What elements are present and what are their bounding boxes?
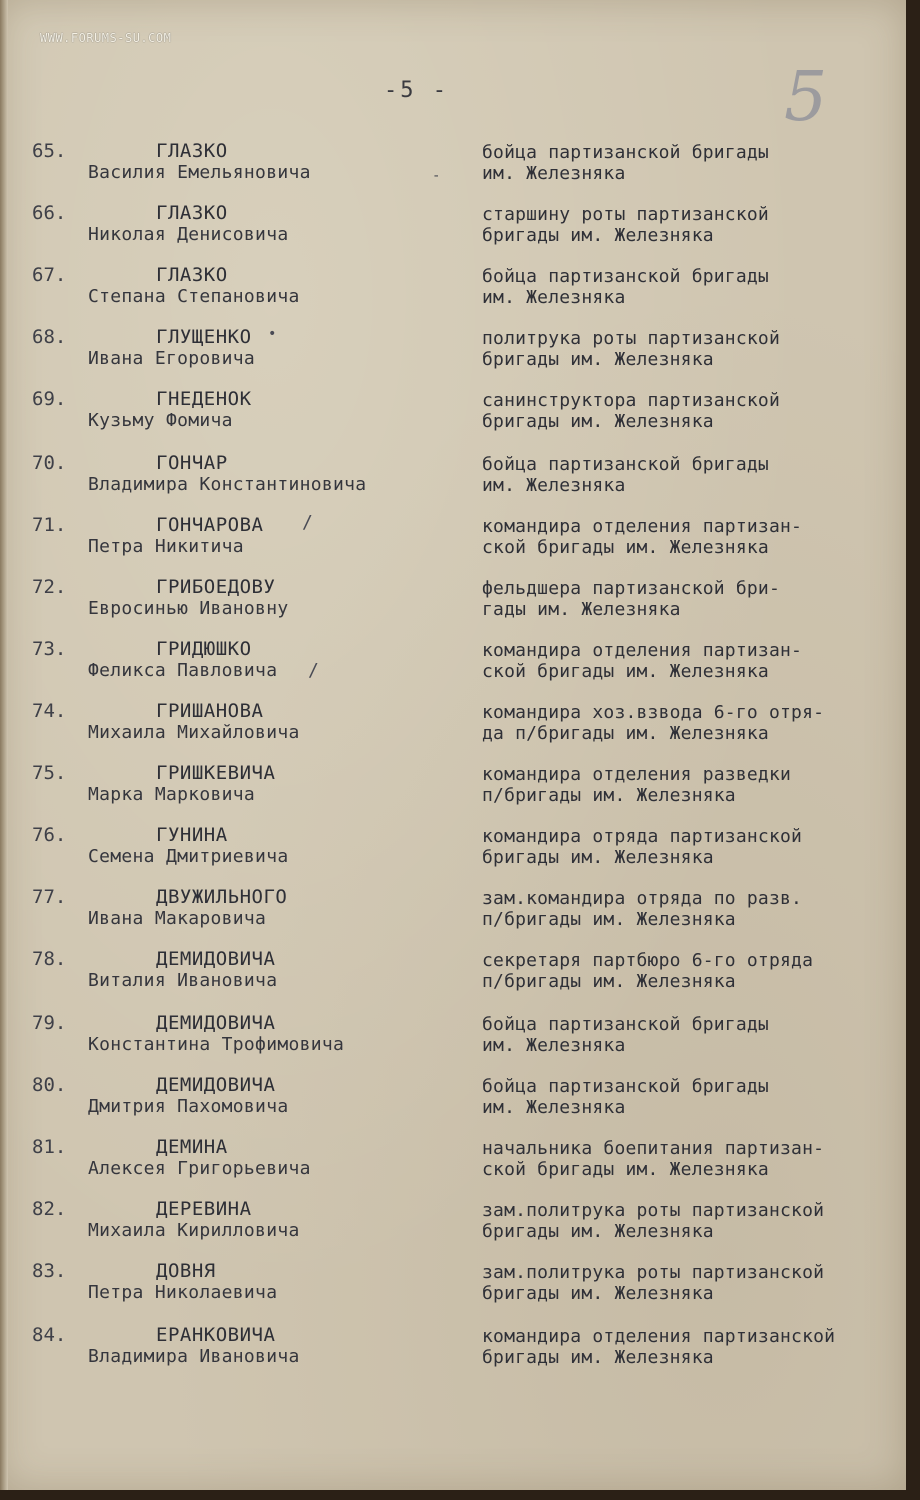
entry-number: 66.: [32, 202, 67, 224]
entry-number: 84.: [32, 1324, 67, 1346]
entry-surname: ГОНЧАР: [156, 452, 228, 474]
entry-role-line2: бригады им. Железняка: [482, 1221, 714, 1242]
list-item: [0, 1012, 906, 1072]
entry-surname: ГЛАЗКО: [156, 140, 228, 162]
entry-role-line2: бригады им. Железняка: [482, 1347, 714, 1368]
list-item: [0, 638, 906, 698]
entry-number: 69.: [32, 388, 67, 410]
entry-role-line1: бойца партизанской бригады: [482, 266, 769, 287]
entry-number: 65.: [32, 140, 67, 162]
entry-role-line2: бригады им. Железняка: [482, 225, 714, 246]
entry-surname: ДЕМИДОВИЧА: [156, 948, 276, 970]
entry-role-line2: бригады им. Железняка: [482, 847, 714, 868]
entry-given-name: Дмитрия Пахомовича: [88, 1096, 289, 1117]
entry-given-name: Владимира Константиновича: [88, 474, 367, 495]
entry-given-name: Петра Николаевича: [88, 1282, 278, 1303]
entry-given-name: Марка Марковича: [88, 784, 256, 805]
list-item: [0, 762, 906, 822]
entry-number: 73.: [32, 638, 67, 660]
entry-role-line2: им. Железняка: [482, 475, 626, 496]
entry-role-line2: бригады им. Железняка: [482, 1283, 714, 1304]
ink-mark: •: [268, 326, 277, 342]
entry-role-line1: командира отделения партизанской: [482, 1326, 836, 1347]
list-item: [0, 948, 906, 1008]
list-item: [0, 452, 906, 512]
entry-role-line1: фельдшера партизанской бри-: [482, 578, 780, 599]
entry-role-line1: командира отделения разведки: [482, 764, 792, 785]
entry-surname: ГРИШАНОВА: [156, 700, 264, 722]
entry-given-name: Василия Емельяновича: [88, 162, 311, 183]
entry-role-line1: бойца партизанской бригады: [482, 1076, 769, 1097]
entry-role-line1: зам.политрука роты партизанской: [482, 1200, 825, 1221]
entry-number: 67.: [32, 264, 67, 286]
list-item: [0, 388, 906, 448]
page-number: -5 -: [384, 78, 449, 103]
entry-role-line2: п/бригады им. Железняка: [482, 785, 736, 806]
ink-mark: /: [302, 512, 313, 533]
entry-number: 82.: [32, 1198, 67, 1220]
list-item: [0, 824, 906, 884]
entry-given-name: Виталия Ивановича: [88, 970, 278, 991]
entry-role-line1: зам.политрука роты партизанской: [482, 1262, 825, 1283]
entry-given-name: Феликса Павловича: [88, 660, 278, 681]
list-item: [0, 264, 906, 324]
entry-role-line2: ской бригады им. Железняка: [482, 1159, 769, 1180]
entry-surname: ГРИБОЕДОВУ: [156, 576, 276, 598]
entry-role-line2: им. Железняка: [482, 287, 626, 308]
entry-role-line1: начальника боепитания партизан-: [482, 1138, 825, 1159]
entry-number: 81.: [32, 1136, 67, 1158]
entry-surname: ДВУЖИЛЬНОГО: [156, 886, 288, 908]
entry-role-line2: п/бригады им. Железняка: [482, 909, 736, 930]
list-item: [0, 886, 906, 946]
list-item: [0, 1260, 906, 1320]
entry-number: 75.: [32, 762, 67, 784]
list-item: [0, 576, 906, 636]
entry-number: 83.: [32, 1260, 67, 1282]
entry-given-name: Петра Никитича: [88, 536, 244, 557]
entry-given-name: Алексея Григорьевича: [88, 1158, 311, 1179]
entry-role-line1: командира отделения партизан-: [482, 516, 803, 537]
entry-number: 74.: [32, 700, 67, 722]
entry-role-line1: санинструктора партизанской: [482, 390, 780, 411]
entry-role-line1: бойца партизанской бригады: [482, 142, 769, 163]
handwritten-page-mark: 5: [784, 58, 828, 137]
list-item: [0, 1074, 906, 1134]
entry-surname: ГУНИНА: [156, 824, 228, 846]
entry-surname: ГОНЧАРОВА: [156, 514, 264, 536]
entry-given-name: Михаила Кирилловича: [88, 1220, 300, 1241]
ink-mark: -: [432, 168, 441, 184]
entry-role-line2: п/бригады им. Железняка: [482, 971, 736, 992]
entry-role-line2: ской бригады им. Железняка: [482, 661, 769, 682]
entry-surname: ГЛУЩЕНКО: [156, 326, 252, 348]
entry-role-line1: старшину роты партизанской: [482, 204, 769, 225]
entry-role-line1: командира отряда партизанской: [482, 826, 803, 847]
entry-role-line2: им. Железняка: [482, 1035, 626, 1056]
entry-number: 79.: [32, 1012, 67, 1034]
list-item: [0, 1198, 906, 1258]
entry-number: 68.: [32, 326, 67, 348]
list-item: [0, 1324, 906, 1384]
entry-number: 80.: [32, 1074, 67, 1096]
entry-surname: ГРИШКЕВИЧА: [156, 762, 276, 784]
entry-surname: ДЕРЕВИНА: [156, 1198, 252, 1220]
entry-given-name: Константина Трофимовича: [88, 1034, 345, 1055]
entry-role-line2: гады им. Железняка: [482, 599, 681, 620]
entry-role-line2: бригады им. Железняка: [482, 349, 714, 370]
list-item: [0, 326, 906, 386]
entry-given-name: Евросинью Ивановну: [88, 598, 289, 619]
entry-surname: ГЛАЗКО: [156, 202, 228, 224]
entry-role-line1: бойца партизанской бригады: [482, 454, 769, 475]
entry-role-line1: зам.командира отряда по разв.: [482, 888, 803, 909]
entry-role-line1: бойца партизанской бригады: [482, 1014, 769, 1035]
list-item: [0, 1136, 906, 1196]
entry-role-line2: им. Железняка: [482, 1097, 626, 1118]
entry-role-line2: ской бригады им. Железняка: [482, 537, 769, 558]
entry-role-line1: секретаря партбюро 6-го отряда: [482, 950, 814, 971]
entry-role-line2: бригады им. Железняка: [482, 411, 714, 432]
entry-surname: ГРИДЮШКО: [156, 638, 252, 660]
entry-number: 77.: [32, 886, 67, 908]
entry-surname: ДЕМИДОВИЧА: [156, 1012, 276, 1034]
entry-number: 76.: [32, 824, 67, 846]
entry-given-name: Владимира Ивановича: [88, 1346, 300, 1367]
list-item: [0, 514, 906, 574]
entry-role-line1: политрука роты партизанской: [482, 328, 780, 349]
entry-given-name: Степана Степановича: [88, 286, 300, 307]
entry-surname: ДЕМИНА: [156, 1136, 228, 1158]
entry-number: 78.: [32, 948, 67, 970]
entry-number: 72.: [32, 576, 67, 598]
entry-number: 70.: [32, 452, 67, 474]
entry-surname: ГНЕДЕНОК: [156, 388, 252, 410]
entry-number: 71.: [32, 514, 67, 536]
watermark: WWW.FORUMS-SU.COM: [40, 31, 172, 45]
entry-role-line1: командира отделения партизан-: [482, 640, 803, 661]
list-item: [0, 140, 906, 200]
entry-given-name: Ивана Егоровича: [88, 348, 256, 369]
entry-role-line2: им. Железняка: [482, 163, 626, 184]
ink-mark: /: [308, 660, 319, 681]
list-item: [0, 202, 906, 262]
list-item: [0, 700, 906, 760]
entry-surname: ДЕМИДОВИЧА: [156, 1074, 276, 1096]
entry-given-name: Николая Денисовича: [88, 224, 289, 245]
entry-given-name: Семена Дмитриевича: [88, 846, 289, 867]
entry-role-line2: да п/бригады им. Железняка: [482, 723, 769, 744]
entry-given-name: Михаила Михайловича: [88, 722, 300, 743]
entry-surname: ДОВНЯ: [156, 1260, 216, 1282]
entry-surname: ГЛАЗКО: [156, 264, 228, 286]
entry-role-line1: командира хоз.взвода 6-го отря-: [482, 702, 825, 723]
entry-given-name: Ивана Макаровича: [88, 908, 267, 929]
entry-surname: ЕРАНКОВИЧА: [156, 1324, 276, 1346]
entry-given-name: Кузьму Фомича: [88, 410, 233, 431]
